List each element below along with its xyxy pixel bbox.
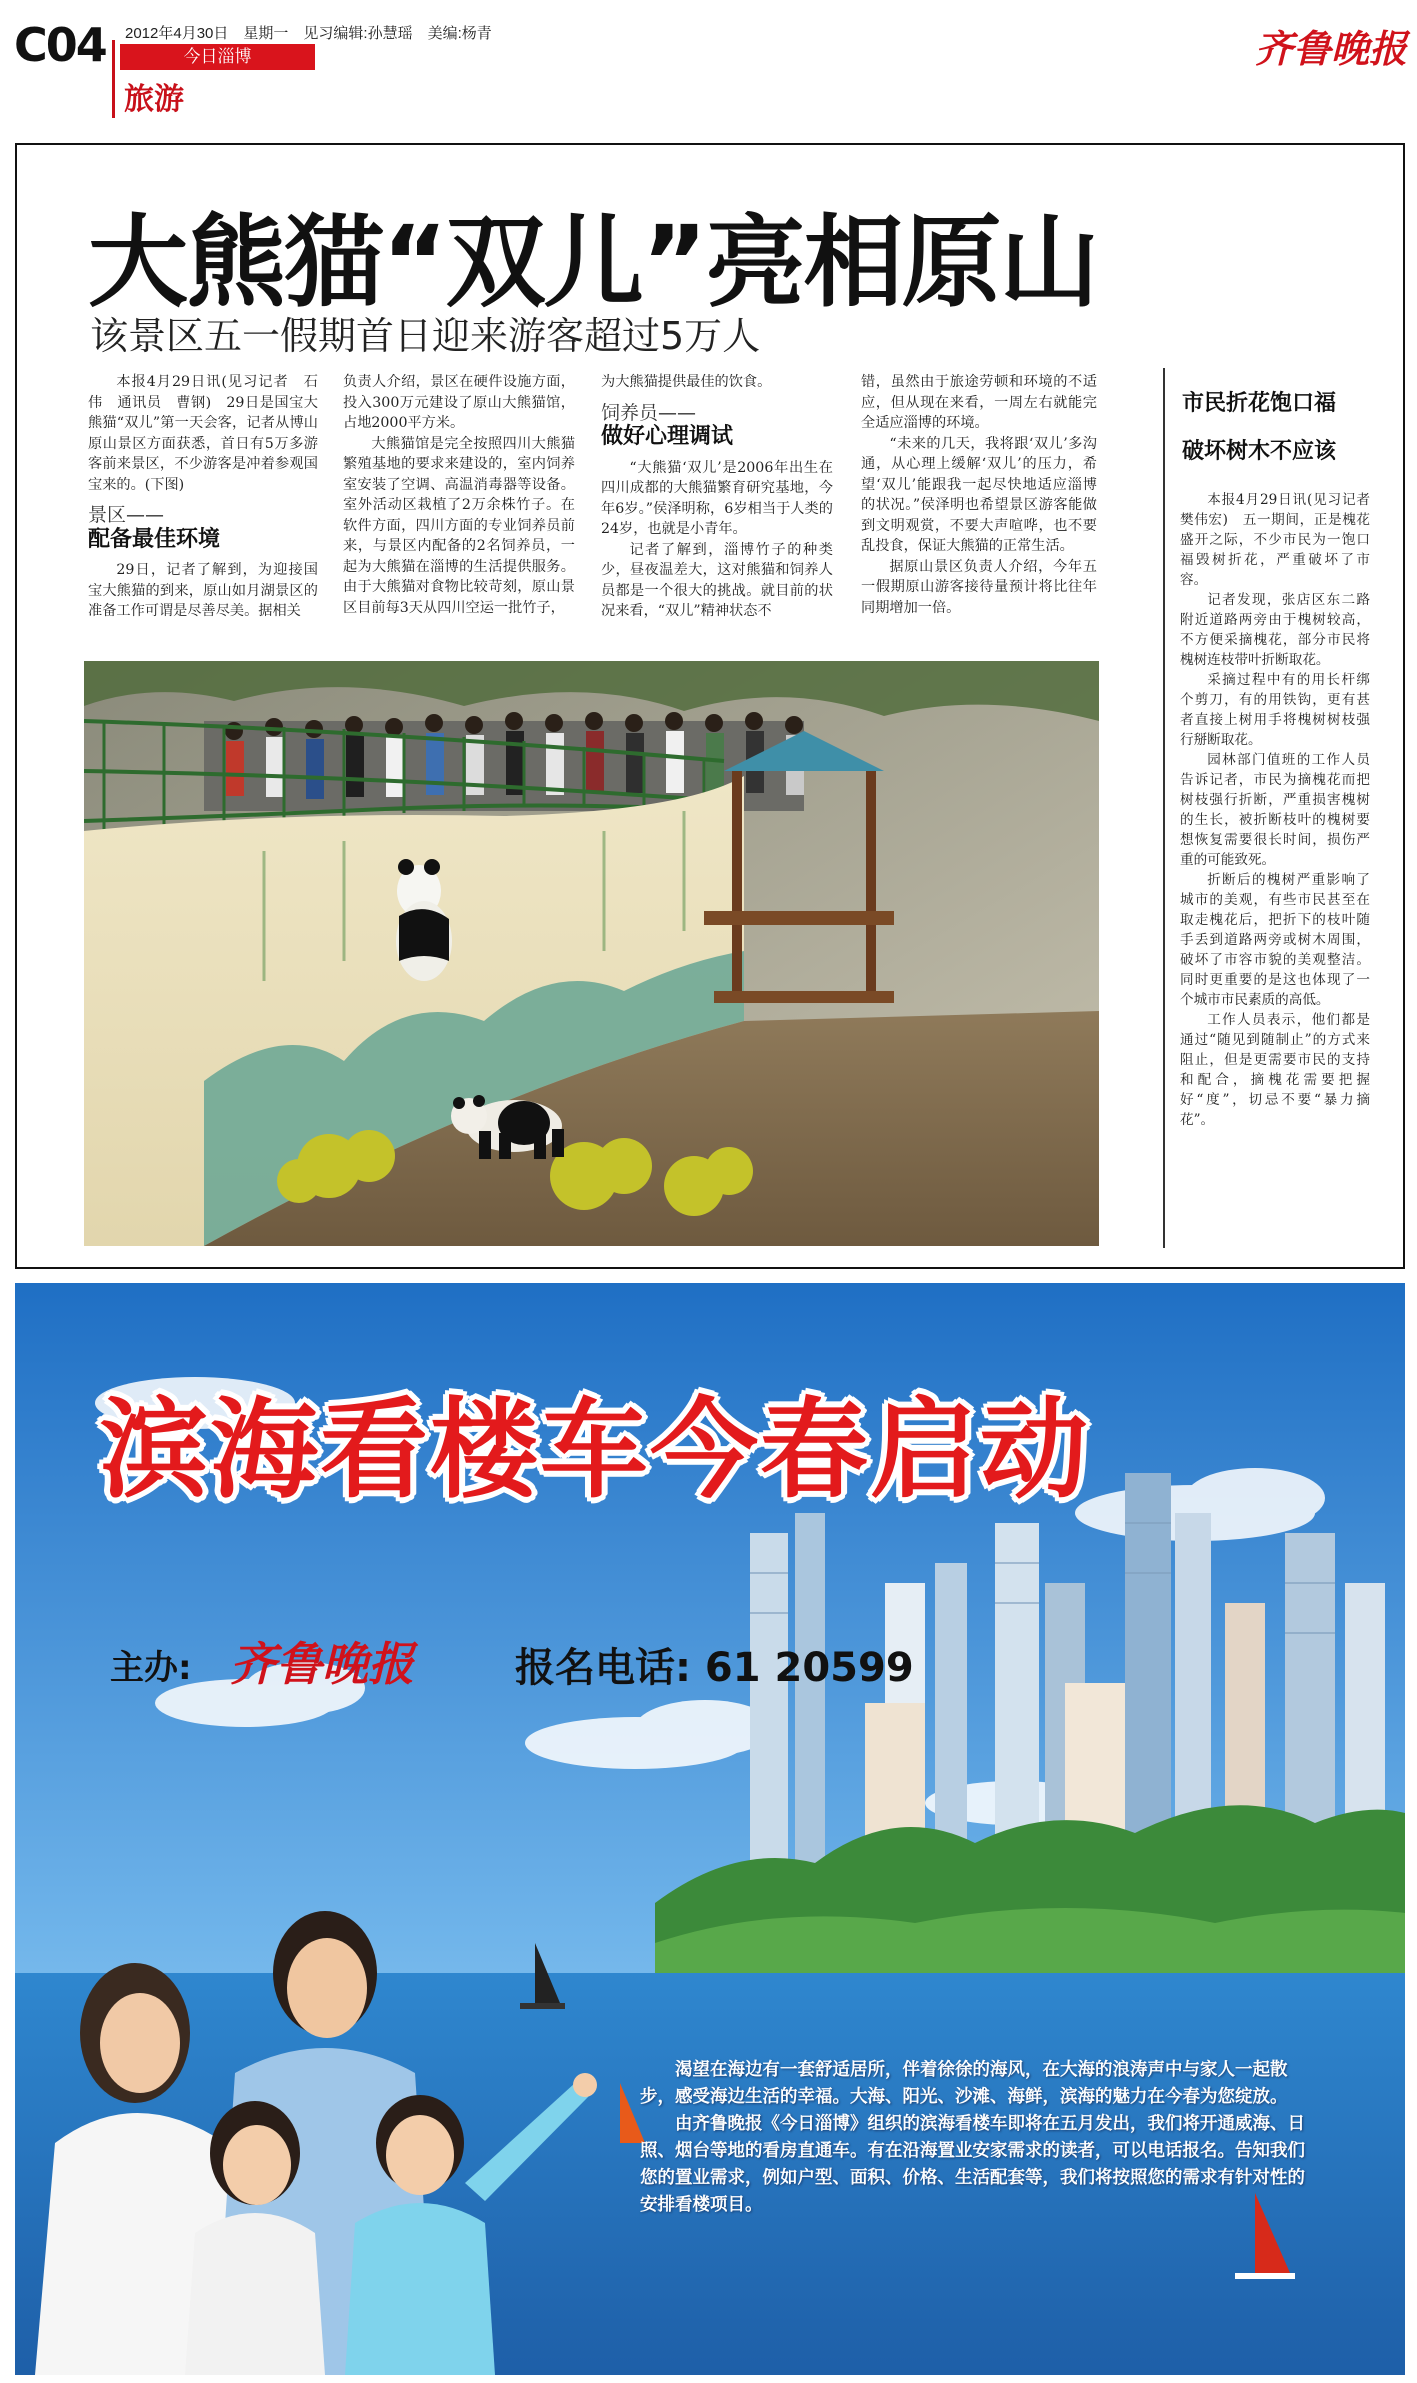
sidebar-paragraph: 折断后的槐树严重影响了城市的美观，有些市民甚至在取走槐花后，把折下的枝叶随手丢到道路两旁或树木周围，破坏了市容市貌的美观整洁。同时更重要的是这也体现了一个城市市民素质的高低。 xyxy=(1180,872,1370,1008)
headline: 大熊猫“双儿”亮相原山 xyxy=(88,204,1098,321)
paragraph: 据原山景区负责人介绍，今年五一假期原山游客接待量预计将比往年同期增加一倍。 xyxy=(861,558,1097,616)
sidebar-title-line-2: 破坏树木不应该 xyxy=(1182,439,1337,464)
section-name: 旅游 xyxy=(124,82,184,117)
date-line: 2012年4月30日 星期一 见习编辑:孙慧瑶 美编:杨青 xyxy=(125,25,492,42)
section-tag: 今日淄博 xyxy=(120,44,315,70)
paragraph: 大熊猫馆是完全按照四川大熊猫繁殖基地的要求来建设的，室内饲养室安装了空调、高温消毒器等设备。室外活动区栽植了2万余株竹子。在软件方面，四川方面的专业饲养员前来，与景区内配备的2名饲养员，一起为大熊猫在淄博的生活提供服务。由于大熊猫对食物比较苛刻，原山景区目前每3天从四川空运一批竹子， xyxy=(343,435,575,616)
panda-enclosure-illustration xyxy=(84,661,1099,1246)
ad-headline: 滨海看楼车今春启动 xyxy=(100,1388,1091,1513)
article-column-1 xyxy=(88,372,318,622)
ad-host-label: 主办: xyxy=(110,1648,192,1688)
paragraph: 负责人介绍，景区在硬件设施方面，投入300万元建设了原山大熊猫馆，占地2000平方米。 xyxy=(343,374,575,431)
ad-body-text xyxy=(640,2057,1322,2219)
sidebar-title-line-1: 市民折花饱口福 xyxy=(1182,391,1337,416)
sidebar-paragraph: 采摘过程中有的用长杆绑个剪刀，有的用铁钩，更有甚者直接上树用手将槐树树枝强行掰断取花。 xyxy=(1180,672,1370,748)
page-number: C04 xyxy=(14,18,106,72)
article-column-3 xyxy=(601,372,833,622)
sidebar-lead: 本报4月29日讯(见习记者 樊伟宏) 五一期间，正是槐花盛开之际，不少市民为一饱口福毁树折花，严重破坏了市容。 xyxy=(1180,492,1384,588)
section-kicker: 景区—— xyxy=(88,504,165,526)
paragraph: 为大熊猫提供最佳的饮食。 xyxy=(601,374,772,390)
section-subtitle: 做好心理调试 xyxy=(601,424,734,449)
paragraph: 记者了解到，淄博竹子的种类少，昼夜温差大，这对熊猫和饲养人员都是一个很大的挑战。就目前的状况来看，“双儿”精神状态不 xyxy=(601,541,833,619)
paragraph: 29日，记者了解到，为迎接国宝大熊猫的到来，原山如月湖景区的准备工作可谓是尽善尽美。据相关 xyxy=(88,562,318,619)
sidebar-paragraph: 工作人员表示，他们都是通过“随见到随制止”的方式来阻止，但是更需要市民的支持和配合，摘槐花需要把握好“度”，切忌不要“暴力摘花”。 xyxy=(1180,1012,1370,1128)
ad-phone: 报名电话: 61 20599 xyxy=(515,1645,914,1691)
panda-photo xyxy=(84,661,1099,1246)
paragraph: “未来的几天，我将跟‘双儿’多沟通，从心理上缓解‘双儿’的压力，希望‘双儿’能跟我一起尽快地适应淄博的状况。”侯泽明也希望景区游客能做到文明观赏，不要大声喧哗，也不要乱投食，保证大熊猫的正常生活。 xyxy=(861,435,1097,554)
article-column-2 xyxy=(343,372,575,618)
ad-paragraph: 渴望在海边有一套舒适居所，伴着徐徐的海风，在大海的浪涛声中与家人一起散步，感受海边生活的幸福。大海、阳光、沙滩、海鲜，滨海的魅力在今春为您绽放。 xyxy=(640,2060,1288,2107)
section-kicker: 饲养员—— xyxy=(601,401,697,424)
lead-paragraph: 本报4月29日讯(见习记者 石伟 通讯员 曹钢) 29日是国宝大熊猫“双儿”第一天会客，记者从博山原山景区方面获悉，首日有5万多游客前来景区，不少游客是冲着参观国宝来的。(下图) xyxy=(88,374,318,493)
sidebar-paragraph: 记者发现，张店区东二路附近道路两旁由于槐树较高，不方便采摘槐花，部分市民将槐树连枝带叶折断取花。 xyxy=(1180,592,1370,668)
sidebar-divider xyxy=(1163,368,1165,1248)
header-divider xyxy=(112,40,115,118)
subheadline: 该景区五一假期首日迎来游客超过5万人 xyxy=(90,314,761,358)
sidebar-paragraph: 园林部门值班的工作人员告诉记者，市民为摘槐花而把树枝强行折断，严重损害槐树的生长，被折断枝叶的槐树要想恢复需要很长时间，损伤严重的可能致死。 xyxy=(1180,752,1370,868)
ad-host-logo: 齐鲁晚报 xyxy=(230,1637,414,1691)
ad-paragraph: 由齐鲁晚报《今日淄博》组织的滨海看楼车即将在五月发出，我们将开通威海、日照、烟台等地的看房直通车。有在沿海置业安家需求的读者，可以电话报名。告知我们您的置业需求，例如户型、面积、价格、生活配套等，我们将按照您的需求有针对性的安排看楼项目。 xyxy=(640,2114,1305,2215)
paragraph: 错，虽然由于旅途劳顿和环境的不适应，但从现在来看，一周左右就能完全适应淄博的环境。 xyxy=(861,374,1097,431)
newspaper-logo: 齐鲁晚报 xyxy=(1255,26,1408,71)
paragraph: “大熊猫‘双儿’是2006年出生在四川成都的大熊猫繁育研究基地，今年6岁。”侯泽明称，6岁相当于人类的24岁，也就是小青年。 xyxy=(601,459,833,537)
section-subtitle: 配备最佳环境 xyxy=(88,526,221,552)
sidebar-body xyxy=(1180,490,1384,1130)
article-column-4 xyxy=(861,372,1097,618)
